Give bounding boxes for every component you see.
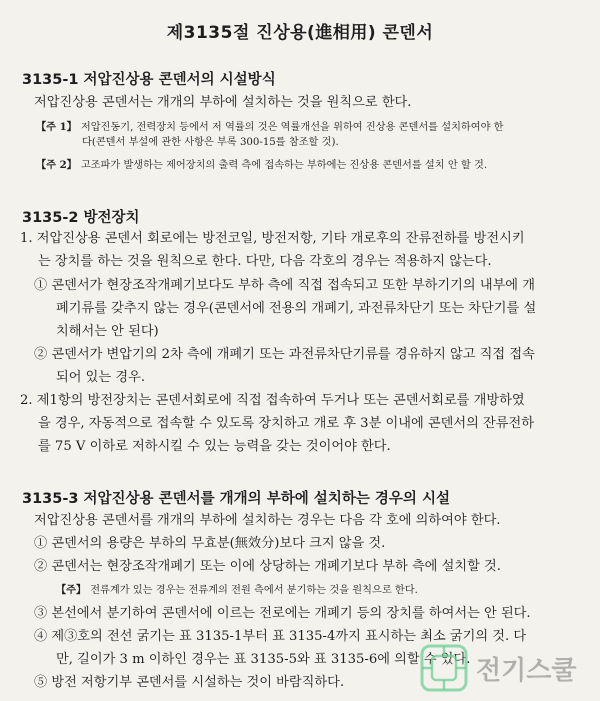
text-line: 되어 있는 경우.	[56, 370, 146, 385]
note-text: 고조파가 발생하는 제어장치의 출력 측에 접속하는 부하에는 진상용 콘덴서를 설치 안 할 것.	[80, 160, 488, 171]
text-line: 1. 저압진상용 콘덴서 회로에는 방전코일, 방전저항, 기타 개로후의 잔류전하를 방전시키	[20, 231, 525, 246]
heading-3135-3: 3135-3 저압진상용 콘덴서를 개개의 부하에 설치하는 경우의 시설	[22, 491, 450, 507]
text-line: 치해서는 안 된다)	[56, 324, 159, 339]
school-logo-icon	[418, 642, 470, 694]
text-line: ④ 제③호의 전선 굵기는 표 3135-1부터 표 3135-4까지 표시하는 최소 굵기의 것. 다	[34, 629, 527, 644]
watermark	[418, 640, 596, 696]
note-text: 저압진동기, 전력장치 등에서 저 역률의 것은 역률개선을 위하여 진상용 콘덴서를 설치하여야 한	[80, 122, 504, 133]
text-line: 만, 길이가 3 m 이하인 경우는 표 3135-5와 표 3135-6에 의할 수 있다.	[56, 652, 471, 667]
note-2	[36, 157, 487, 174]
text-line: 저압진상용 콘덴서는 개개의 부하에 설치하는 것을 원칙으로 한다.	[34, 95, 412, 110]
note-tag: 【주】	[56, 584, 87, 596]
text-line: ① 콘덴서가 현장조작개폐기보다도 부하 측에 직접 접속되고 또한 부하기기의 내부에 개	[34, 278, 535, 293]
note-tag: 【주 1】	[36, 121, 77, 133]
text-line: ② 콘덴서는 현장조작개폐기 또는 이에 상당하는 개폐기보다 부하 측에 설치할 것.	[34, 559, 501, 574]
text-line: 을 경우, 자동적으로 접속할 수 있도록 장치하고 개로 후 3분 이내에 콘덴서의 잔류전하	[38, 416, 535, 431]
watermark-text: 전기스쿨	[476, 655, 577, 686]
note-tag: 【주 2】	[36, 159, 77, 171]
text-line: 2. 제1항의 방전장치는 콘덴서회로에 직접 접속하여 두거나 또는 콘덴서회로를 개방하였	[20, 393, 525, 408]
text-line: ③ 본선에서 분기하여 콘덴서에 이르는 전로에는 개폐기 등의 장치를 하여서는 안 된다.	[34, 606, 531, 621]
note-1	[36, 119, 504, 136]
heading-3135-2: 3135-2 방전장치	[22, 210, 140, 226]
text-line: ② 콘덴서가 변압기의 2차 측에 개폐기 또는 과전류차단기류를 경유하지 않고 직접 접속	[34, 347, 535, 362]
text-line: 폐기류를 갖추지 않는 경우(콘덴서에 전용의 개폐기, 과전류차단기 또는 차단기를 설	[56, 301, 537, 316]
text-line: ① 콘덴서의 용량은 부하의 무효분(無效分)보다 크지 않을 것.	[34, 536, 386, 551]
text-line: 를 75 V 이하로 저하시킬 수 있는 능력을 갖는 것이어야 한다.	[38, 439, 391, 454]
heading-3135-1: 3135-1 저압진상용 콘덴서의 시설방식	[22, 72, 276, 88]
note-3	[56, 582, 418, 599]
text-line: 는 장치를 하는 것을 원칙으로 한다. 다만, 다음 각호의 경우는 적용하지 않는다.	[38, 254, 492, 269]
note-1-cont: 다(콘덴서 부설에 관한 사항은 부록 300-15를 참조할 것).	[82, 137, 339, 148]
section-title: 제3135절 진상용(進相用) 콘덴서	[166, 23, 434, 43]
text-line: 저압진상용 콘덴서를 개개의 부하에 설치하는 경우는 다음 각 호에 의하여야 한다.	[34, 513, 501, 528]
note-text: 전류계가 있는 경우는 전류계의 전원 측에서 분기하는 것을 원칙으로 한다.	[90, 585, 418, 596]
text-line: ⑤ 방전 저항기부 콘덴서를 시설하는 것이 바람직하다.	[34, 675, 345, 690]
